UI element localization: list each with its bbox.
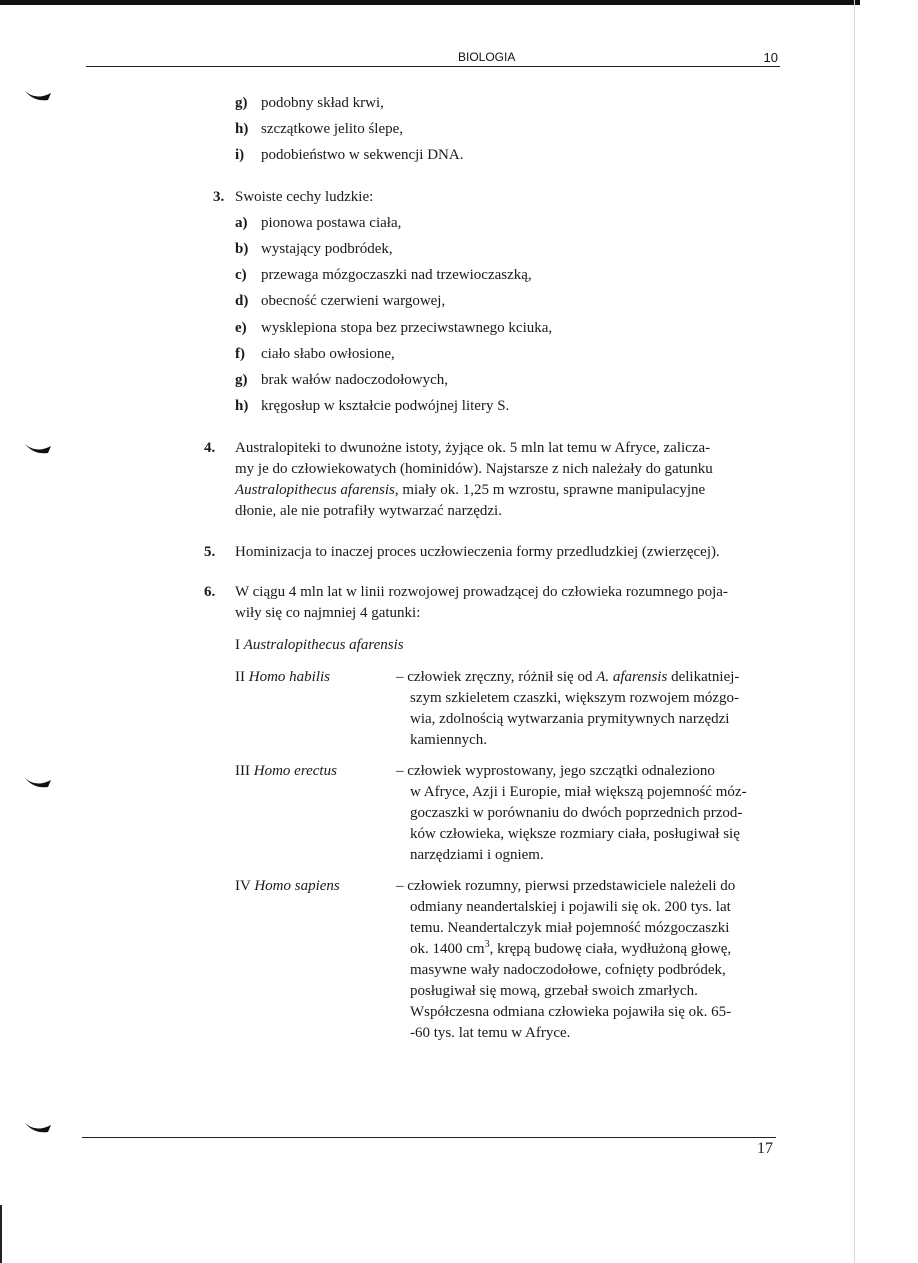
scan-left-edge bbox=[0, 1205, 2, 1263]
species-name: II Homo habilis bbox=[235, 669, 331, 685]
species-description: – człowiek wyprostowany, jego szczątki odnaleziono w Afryce, Azji i Europie, miał większą pojemność móz- goczaszki w porównaniu do dwóch poprzednich przod- ków człowieka, większe rozmiary ciała, posługiwał się narzędziami i ogniem. bbox=[396, 763, 747, 863]
list-item: b) wystający podbródek, bbox=[235, 241, 393, 257]
list-item: i) podobieństwo w sekwencji DNA. bbox=[235, 147, 464, 163]
species-name: IV Homo sapiens bbox=[235, 878, 340, 894]
list-item: h) kręgosłup w kształcie podwójnej litery S. bbox=[235, 398, 510, 414]
binder-hole-icon bbox=[24, 1120, 52, 1134]
list-item: h) szczątkowe jelito ślepe, bbox=[235, 121, 404, 137]
question-number: 4. bbox=[204, 440, 216, 456]
question-paragraph: Hominizacja to inaczej proces uczłowieczenia formy przedludzkiej (zwierzęcej). bbox=[235, 544, 720, 560]
footer-rule bbox=[82, 1137, 776, 1138]
list-item: f) ciało słabo owłosione, bbox=[235, 346, 395, 362]
question-paragraph: Australopiteki to dwunożne istoty, żyjące ok. 5 mln lat temu w Afryce, zalicza- my je do człowiekowatych (hominidów). Najstarsze z nich należały do gatunku Australopithecus afarensis, miały ok. 1,25 m wzrostu, sprawne manipulacyjne dłonie, ale nie potrafiły wytwarzać narzędzi. bbox=[235, 440, 713, 519]
binder-hole-icon bbox=[24, 775, 52, 789]
binder-hole-icon bbox=[24, 441, 52, 455]
question-number: 5. bbox=[204, 544, 216, 560]
header-page-number: 10 bbox=[763, 50, 778, 65]
scan-right-edge bbox=[854, 0, 855, 1263]
list-item: g) brak wałów nadoczodołowych, bbox=[235, 372, 449, 388]
footer-page-number: 17 bbox=[757, 1140, 773, 1157]
page-header bbox=[86, 50, 780, 67]
question-title: Swoiste cechy ludzkie: bbox=[235, 189, 374, 205]
list-item: d) obecność czerwieni wargowej, bbox=[235, 293, 446, 309]
scan-top-edge bbox=[0, 0, 860, 5]
question-number: 3. bbox=[213, 189, 225, 205]
species-name: I Australopithecus afarensis bbox=[235, 637, 404, 653]
question-paragraph: W ciągu 4 mln lat w linii rozwojowej prowadzącej do człowieka rozumnego poja- wiły się co najmniej 4 gatunki: bbox=[235, 584, 728, 621]
list-item: a) pionowa postawa ciała, bbox=[235, 215, 402, 231]
header-title: BIOLOGIA bbox=[458, 50, 516, 64]
list-item: g) podobny skład krwi, bbox=[235, 95, 384, 111]
question-number: 6. bbox=[204, 584, 216, 600]
species-description: – człowiek rozumny, pierwsi przedstawiciele należeli do odmiany neandertalskiej i pojawili się ok. 200 tys. lat temu. Neandertalczyk miał pojemność mózgoczaszki ok. 1400 $cm^3$, krępą budowę ciała, wydłużoną głowę, masywne wały nadoczodołowe, cofnięty podbródek, posługiwał się mową, grzebał swoich zmarłych. Współczesna odmiana człowieka pojawiła się ok. 65- -60 tys. lat temu w Afryce. bbox=[396, 878, 736, 1041]
species-description: – człowiek zręczny, różnił się od A. afarensis delikatniej- szym szkieletem czaszki, większym rozwojem mózgo- wia, zdolnością wytwarzania prymitywnych narzędzi kamiennych. bbox=[396, 669, 740, 748]
species-name: III Homo erectus bbox=[235, 763, 337, 779]
header-rule bbox=[86, 66, 780, 67]
list-item: e) wysklepiona stopa bez przeciwstawnego kciuka, bbox=[235, 320, 553, 336]
binder-hole-icon bbox=[24, 88, 52, 102]
list-item: c) przewaga mózgoczaszki nad trzewioczaszką, bbox=[235, 267, 532, 283]
